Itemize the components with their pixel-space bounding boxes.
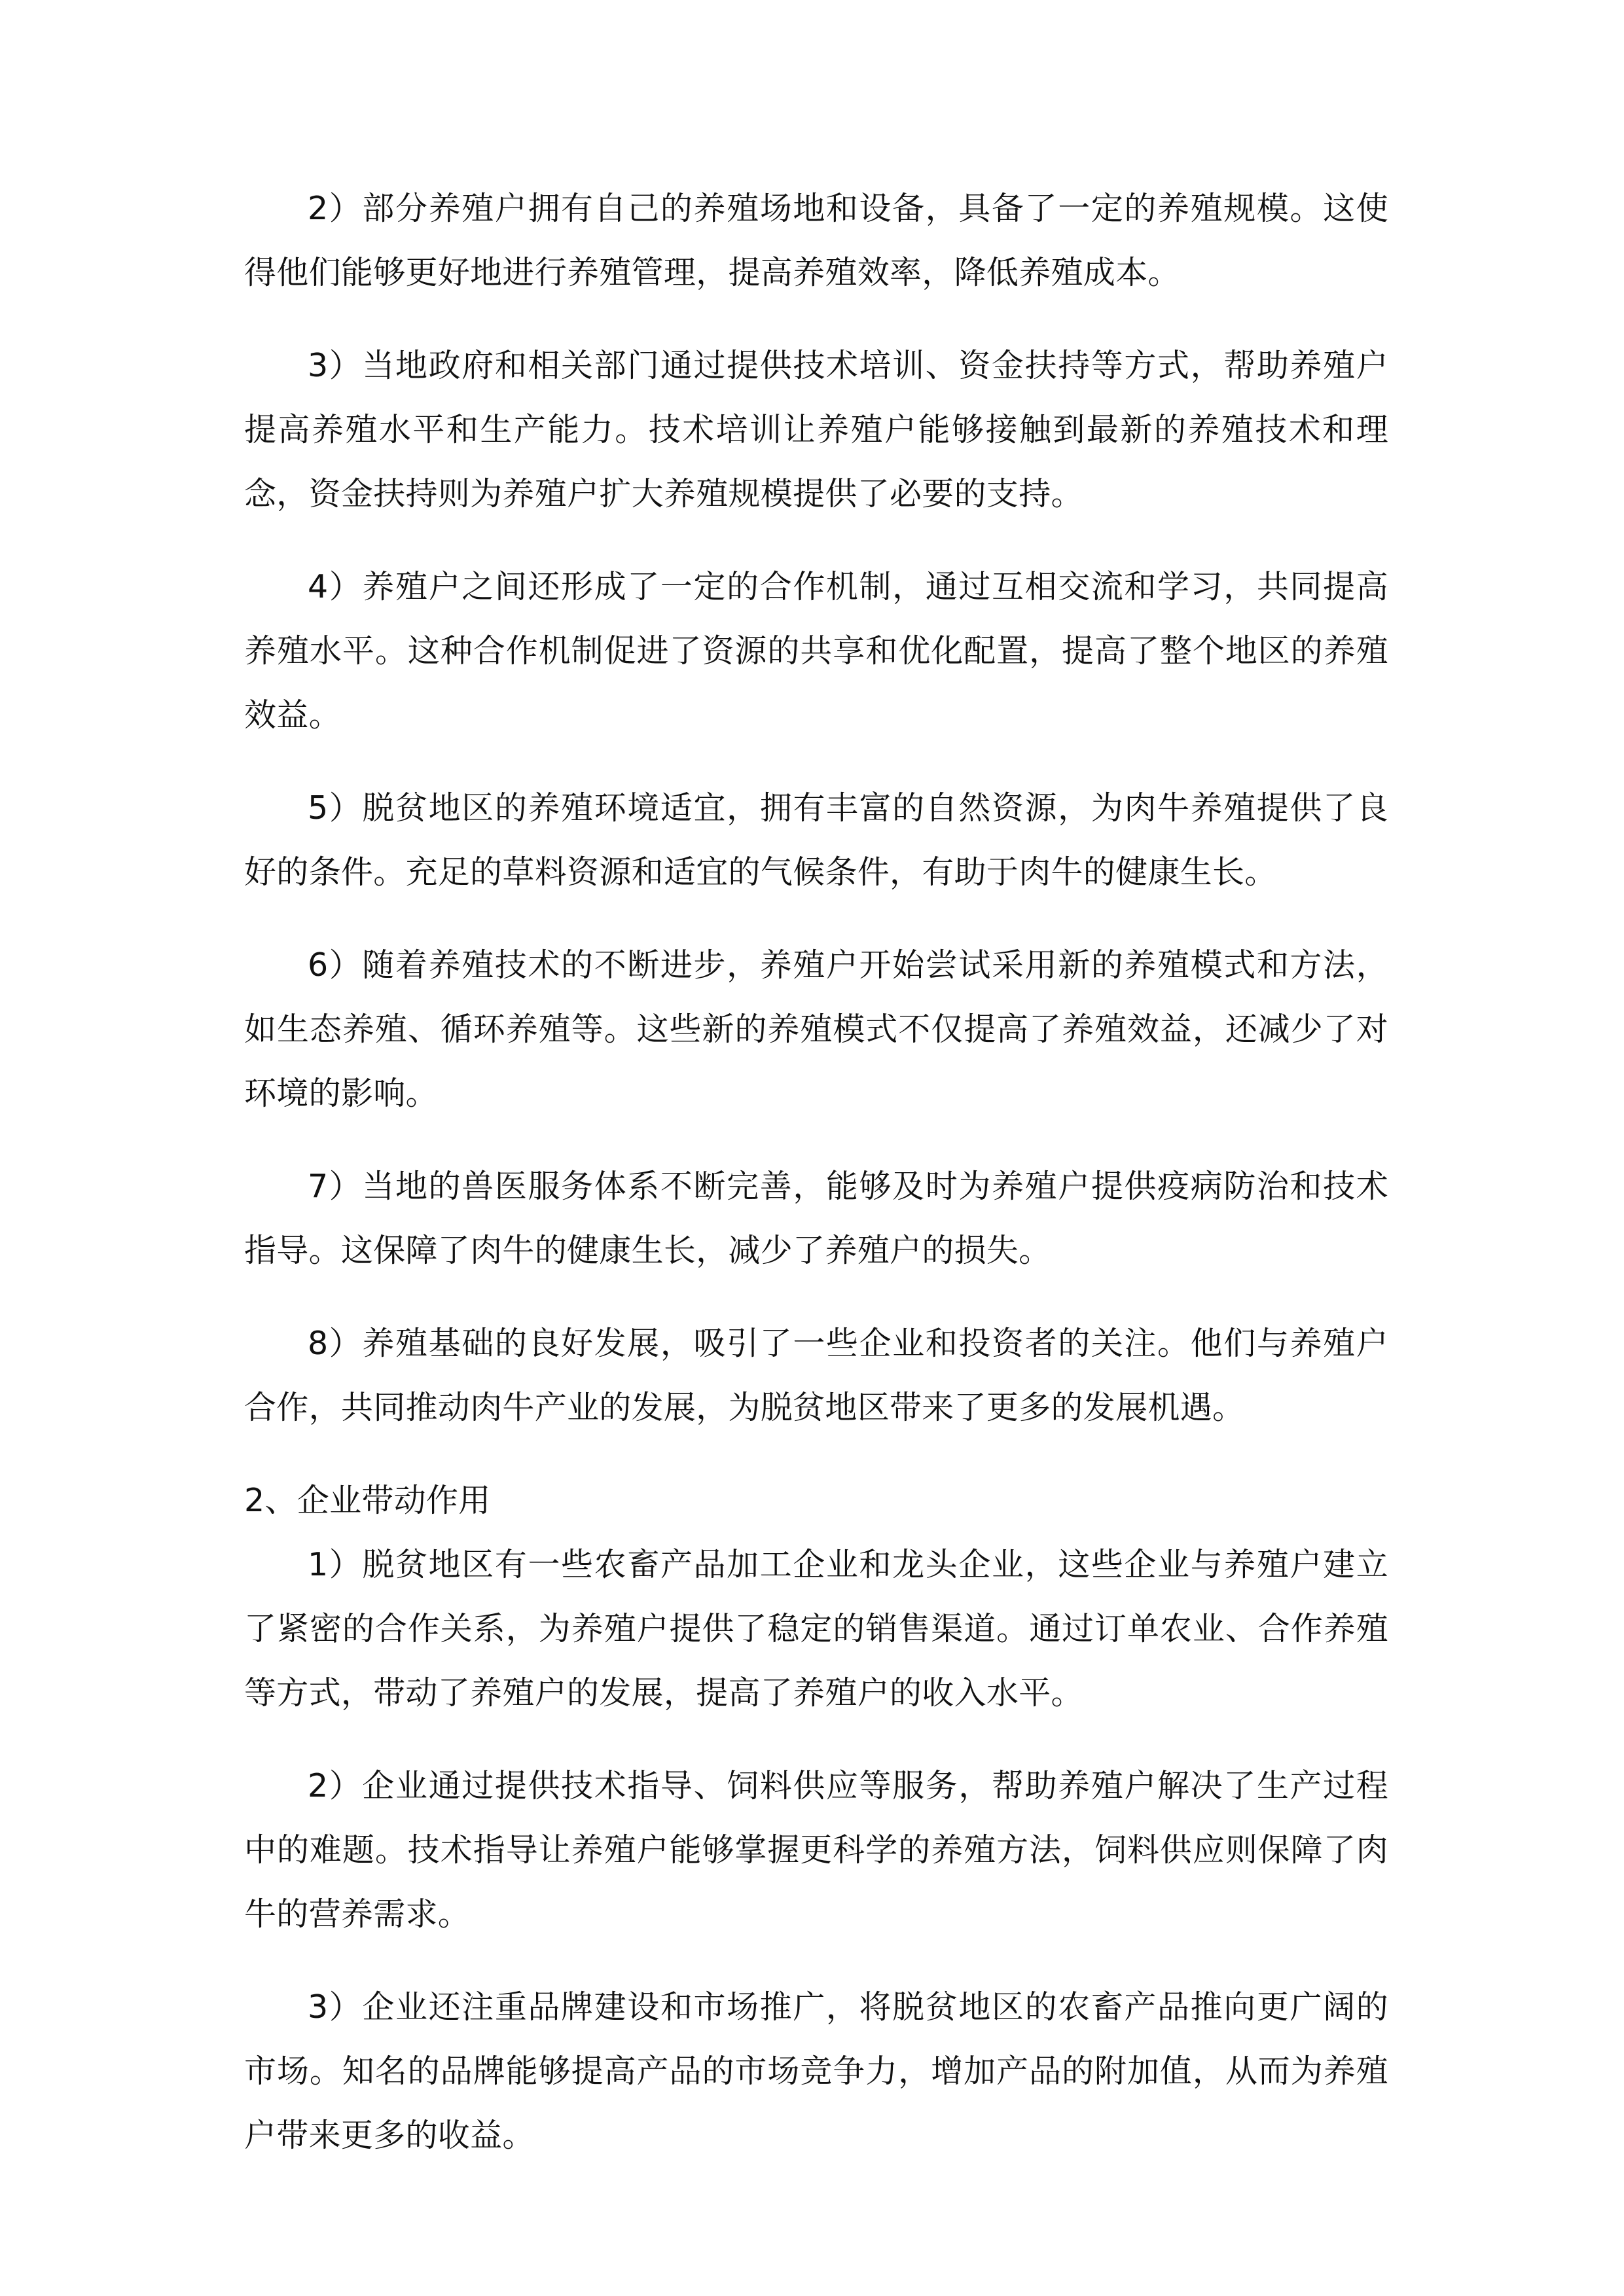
paragraph-a-4: 4）养殖户之间还形成了一定的合作机制，通过互相交流和学习，共同提高养殖水平。这种合作机制促进了资源的共享和优化配置，提高了整个地区的养殖效益。 xyxy=(244,568,1388,734)
paragraph-a-6: 6）随着养殖技术的不断进步，养殖户开始尝试采用新的养殖模式和方法，如生态养殖、循环养殖等。这些新的养殖模式不仅提高了养殖效益，还减少了对环境的影响。 xyxy=(244,946,1388,1112)
paragraph-a-8: 8）养殖基础的良好发展，吸引了一些企业和投资者的关注。他们与养殖户合作，共同推动肉牛产业的发展，为脱贫地区带来了更多的发展机遇。 xyxy=(244,1325,1388,1426)
paragraph-a-3: 3）当地政府和相关部门通过提供技术培训、资金扶持等方式，帮助养殖户提高养殖水平和生产能力。技术培训让养殖户能够接触到最新的养殖技术和理念，资金扶持则为养殖户扩大养殖规模提供了必要的支持。 xyxy=(244,347,1388,512)
paragraph-a-2: 2）部分养殖户拥有自己的养殖场地和设备，具备了一定的养殖规模。这使得他们能够更好地进行养殖管理，提高养殖效率，降低养殖成本。 xyxy=(244,190,1388,291)
paragraph-b-1: 1）脱贫地区有一些农畜产品加工企业和龙头企业，这些企业与养殖户建立了紧密的合作关系，为养殖户提供了稳定的销售渠道。通过订单农业、合作养殖等方式，带动了养殖户的发展，提高了养殖户的收入水平。 xyxy=(244,1546,1388,1712)
section-heading: 2、企业带动作用 xyxy=(244,1482,491,1519)
paragraph-b-3: 3）企业还注重品牌建设和市场推广，将脱贫地区的农畜产品推向更广阔的市场。知名的品牌能够提高产品的市场竞争力，增加产品的附加值，从而为养殖户带来更多的收益。 xyxy=(244,1988,1388,2154)
paragraph-a-5: 5）脱贫地区的养殖环境适宜，拥有丰富的自然资源，为肉牛养殖提供了良好的条件。充足的草料资源和适宜的气候条件，有助于肉牛的健康生长。 xyxy=(244,789,1388,891)
paragraph-a-7: 7）当地的兽医服务体系不断完善，能够及时为养殖户提供疫病防治和技术指导。这保障了肉牛的健康生长，减少了养殖户的损失。 xyxy=(244,1168,1388,1269)
paragraph-b-2: 2）企业通过提供技术指导、饲料供应等服务，帮助养殖户解决了生产过程中的难题。技术指导让养殖户能够掌握更科学的养殖方法，饲料供应则保障了肉牛的营养需求。 xyxy=(244,1767,1388,1933)
document-body xyxy=(244,177,1388,2197)
